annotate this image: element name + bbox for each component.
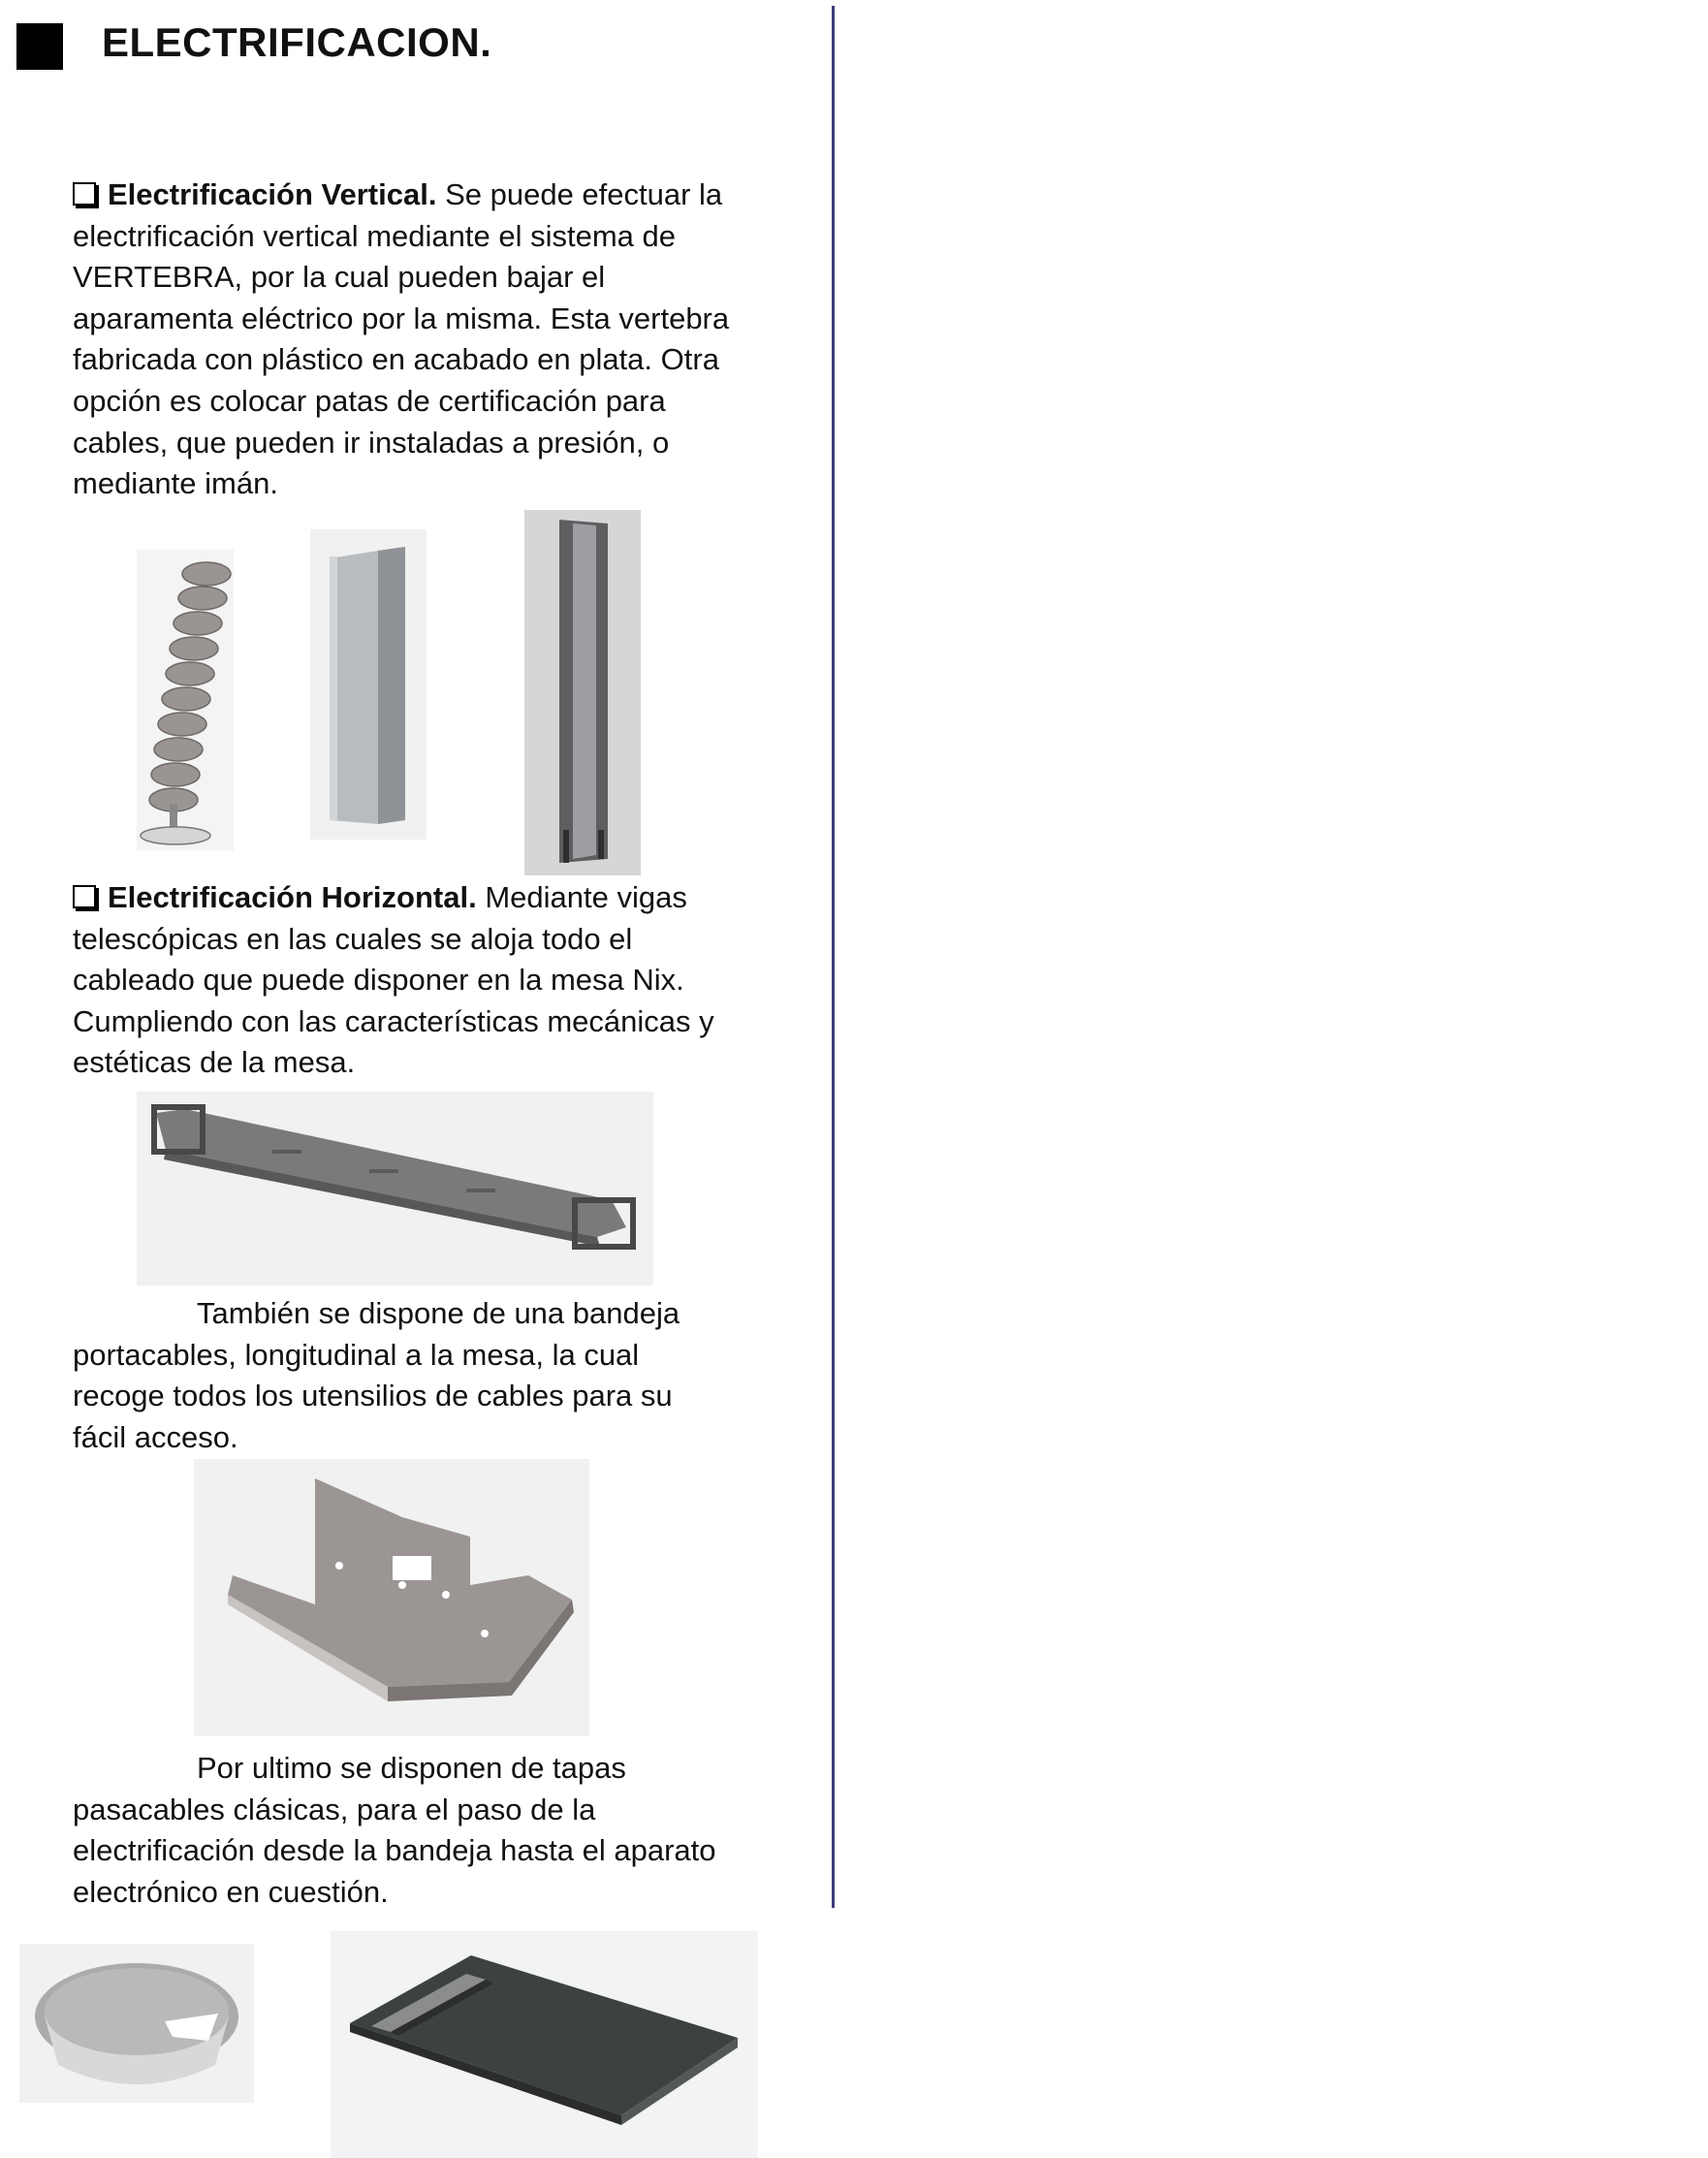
cable-tray-paragraph [73, 1293, 732, 1458]
round-grommet-image [19, 1944, 254, 2103]
cable-tray-image [194, 1459, 589, 1736]
cable-tray-text: También se dispone de una bandeja portacables, longitudinal a la mesa, la cual recoge todos los utensilios de cables para su fácil acceso. [73, 1296, 680, 1454]
horizontal-electrification-paragraph [73, 877, 742, 1084]
section-bullet-square [16, 23, 63, 70]
vertical-text: Se puede efectuar la electrificación vertical mediante el sistema de VERTEBRA, por la cual pueden bajar el aparamenta eléctrico por la misma. Esta vertebra fabricada con plástico en acabado en plata. Otra opción es colocar patas de certificación para cables, que pueden ir instaladas a presión, o mediante imán. [73, 177, 730, 501]
cable-caps-paragraph [73, 1748, 732, 1913]
cable-channel-leg-image [310, 529, 427, 840]
vertebra-image [137, 550, 234, 850]
cable-caps-text: Por ultimo se disponen de tapas pasacables clásicas, para el paso de la electrificación desde la bandeja hasta el aparato electrónico en cuestión. [73, 1751, 716, 1909]
horizontal-text: Mediante vigas telescópicas en las cuales se aloja todo el cableado que puede disponer en la mesa Nix. Cumpliendo con las características mecánicas y estéticas de la mesa. [73, 880, 714, 1080]
column-divider [832, 6, 835, 1908]
aluminium-profile-image [524, 510, 641, 875]
telescopic-beam-image [137, 1092, 653, 1285]
rectangular-cable-cover-image [331, 1931, 758, 2158]
vertical-electrification-paragraph [73, 175, 732, 505]
vertical-heading: Electrificación Vertical. [108, 177, 437, 211]
page-title: ELECTRIFICACION. [102, 19, 492, 65]
checkbox-bullet-icon [73, 182, 96, 206]
horizontal-heading: Electrificación Horizontal. [108, 880, 477, 914]
checkbox-bullet-icon [73, 885, 96, 908]
